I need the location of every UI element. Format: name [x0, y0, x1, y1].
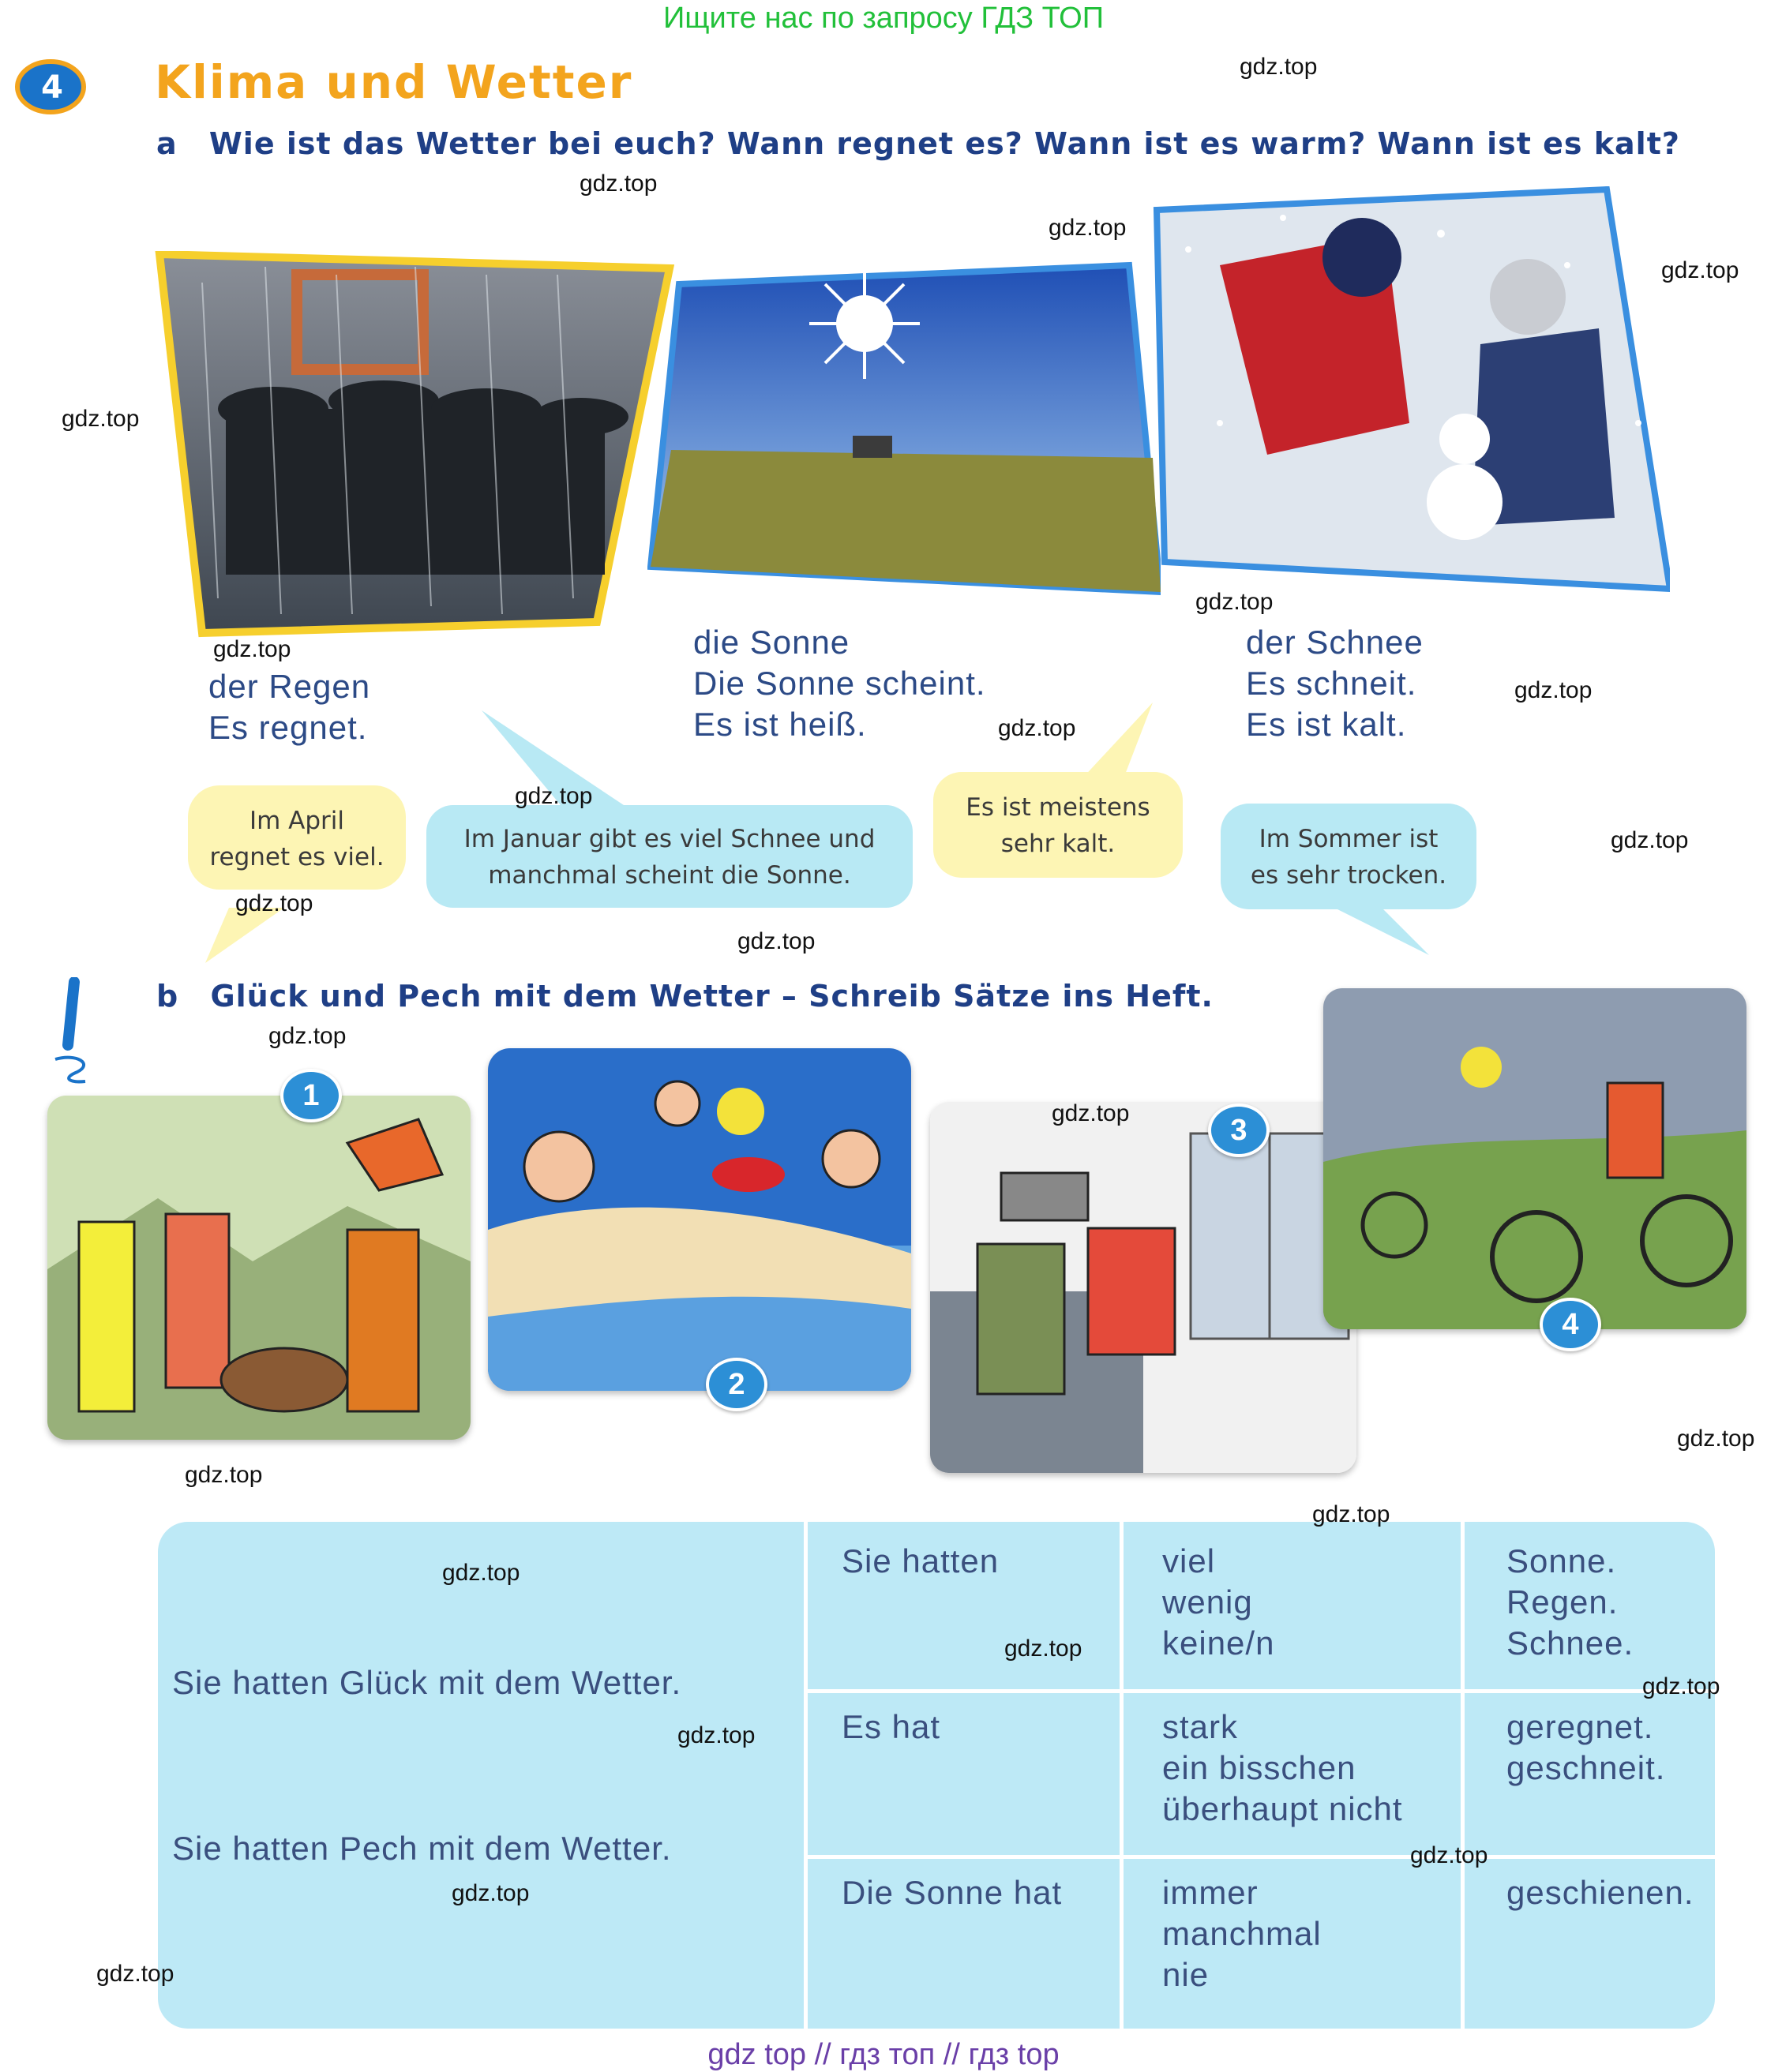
grammar-table: [158, 1522, 1715, 2029]
grammar-row-1-subject: Sie hatten: [842, 1542, 1000, 1579]
watermark: gdz.top: [1052, 1100, 1130, 1126]
watermark: gdz.top: [677, 1722, 756, 1748]
watermark: gdz.top: [1410, 1842, 1488, 1868]
bubble-sommer: [1221, 804, 1476, 909]
watermark: gdz.top: [268, 1023, 347, 1049]
picture-3-number: 3: [1208, 1103, 1270, 1157]
grammar-row-divider-1: [804, 1689, 1715, 1693]
ending: geschneit.: [1506, 1749, 1666, 1786]
picture-2-number: 2: [706, 1358, 767, 1411]
grammar-row-3-subject: Die Sonne hat: [842, 1874, 1063, 1911]
ending: Schnee.: [1506, 1624, 1634, 1662]
task-b-text: Glück und Pech mit dem Wetter – Schreib Sätze ins Heft.: [210, 979, 1214, 1014]
exercise-title: Klima und Wetter: [155, 55, 633, 109]
watermark: gdz.top: [1312, 1501, 1390, 1527]
picture-1-number: 1: [280, 1069, 342, 1122]
grammar-row-divider-2: [804, 1855, 1715, 1859]
vocab-snow-sentence-2: Es ist kalt.: [1246, 706, 1407, 743]
picture-1-skiers: [47, 1096, 471, 1440]
watermark: gdz.top: [442, 1560, 520, 1586]
grammar-row-3-endings: [1506, 1872, 1694, 1913]
watermark: gdz.top: [1514, 677, 1593, 703]
top-banner: Ищите нас по запросу ГДЗ ТОП: [662, 2, 1105, 35]
exercise-number-badge: [11, 54, 87, 118]
exclamation-icon: [46, 977, 101, 1092]
picture-4-number: 4: [1540, 1298, 1601, 1351]
task-b-letter: b: [156, 979, 179, 1014]
adverb: immer: [1162, 1874, 1259, 1911]
vocab-snow-noun: der Schnee: [1246, 624, 1424, 661]
bubble-januar: [426, 805, 913, 908]
watermark: gdz.top: [452, 1880, 530, 1906]
ending: Regen.: [1506, 1583, 1619, 1621]
watermark: gdz.top: [1642, 1673, 1720, 1699]
vocab-rain-noun: der Regen: [208, 668, 371, 705]
grammar-row-2-adverbs: [1162, 1707, 1403, 1830]
grammar-divider-1: [804, 1522, 808, 2029]
grammar-pech: Sie hatten Pech mit dem Wetter.: [172, 1830, 672, 1867]
grammar-row-2-endings: [1506, 1707, 1665, 1789]
watermark: gdz.top: [185, 1462, 263, 1488]
watermark: gdz.top: [1049, 215, 1127, 241]
bottom-banner: gdz top // гдз топ // гдз top: [707, 2038, 1060, 2071]
watermark: gdz.top: [1195, 589, 1274, 615]
task-a-text: Wie ist das Wetter bei euch? Wann regnet es? Wann ist es warm? Wann ist es kalt?: [208, 126, 1680, 161]
watermark: gdz.top: [213, 636, 291, 662]
watermark: gdz.top: [737, 928, 816, 954]
watermark: gdz.top: [235, 890, 313, 916]
vocab-rain-sentence: Es regnet.: [208, 709, 368, 746]
watermark: gdz.top: [1240, 54, 1318, 80]
adverb: nie: [1162, 1956, 1210, 1993]
grammar-row-1-adverbs: [1162, 1541, 1274, 1664]
exercise-number: 4: [41, 69, 63, 106]
adverb: stark: [1162, 1708, 1239, 1745]
ending: geschienen.: [1506, 1874, 1694, 1911]
watermark: gdz.top: [1004, 1635, 1082, 1662]
bubble-januar-line-2: manchmal scheint die Sonne.: [488, 861, 851, 890]
task-b: [156, 979, 1214, 1014]
grammar-row-1-endings: [1506, 1541, 1634, 1664]
grammar-row-2-subject: Es hat: [842, 1708, 941, 1745]
watermark: gdz.top: [998, 715, 1076, 741]
photo-sun: [647, 260, 1161, 600]
task-a-letter: a: [156, 126, 178, 161]
grammar-glueck: Sie hatten Glück mit dem Wetter.: [172, 1664, 682, 1701]
watermark: gdz.top: [1611, 827, 1689, 853]
ending: Sonne.: [1506, 1542, 1617, 1579]
adverb: keine/n: [1162, 1624, 1275, 1662]
vocab-sun-noun: die Sonne: [693, 624, 850, 661]
vocab-sun-sentence-1: Die Sonne scheint.: [693, 665, 986, 702]
photo-rain: [155, 251, 676, 638]
bubble-kalt: [933, 772, 1183, 878]
bubble-kalt-line-1: Es ist meistens: [966, 793, 1150, 822]
grammar-divider-2: [1120, 1522, 1124, 2029]
grammar-divider-3: [1461, 1522, 1465, 2029]
bubble-sommer-line-2: es sehr trocken.: [1250, 861, 1447, 890]
photo-snow: [1125, 186, 1670, 597]
bubble-april: [188, 785, 406, 890]
watermark: gdz.top: [1661, 257, 1739, 283]
vocab-sun-sentence-2: Es ist heiß.: [693, 706, 867, 743]
task-a: [156, 126, 1680, 161]
vocab-snow-sentence-1: Es schneit.: [1246, 665, 1417, 702]
picture-4-cyclists: [1323, 988, 1746, 1329]
grammar-row-3-adverbs: [1162, 1872, 1322, 1995]
picture-2-beach: [488, 1048, 911, 1391]
watermark: gdz.top: [580, 170, 658, 197]
bubble-sommer-line-1: Im Sommer ist: [1259, 825, 1439, 853]
adverb: manchmal: [1162, 1915, 1322, 1952]
adverb: überhaupt nicht: [1162, 1790, 1403, 1827]
bubble-januar-line-1: Im Januar gibt es viel Schnee und: [463, 825, 876, 853]
adverb: viel: [1162, 1542, 1216, 1579]
bubble-april-line-1: Im April: [249, 807, 345, 835]
watermark: gdz.top: [96, 1961, 174, 1987]
adverb: ein bisschen: [1162, 1749, 1356, 1786]
ending: geregnet.: [1506, 1708, 1654, 1745]
adverb: wenig: [1162, 1583, 1253, 1621]
picture-3-indoors: [930, 1102, 1356, 1473]
watermark: gdz.top: [62, 406, 140, 432]
watermark: gdz.top: [515, 783, 593, 809]
watermark: gdz.top: [1677, 1426, 1755, 1452]
bubble-kalt-line-2: sehr kalt.: [1000, 830, 1116, 858]
bubble-april-line-2: regnet es viel.: [209, 843, 385, 871]
